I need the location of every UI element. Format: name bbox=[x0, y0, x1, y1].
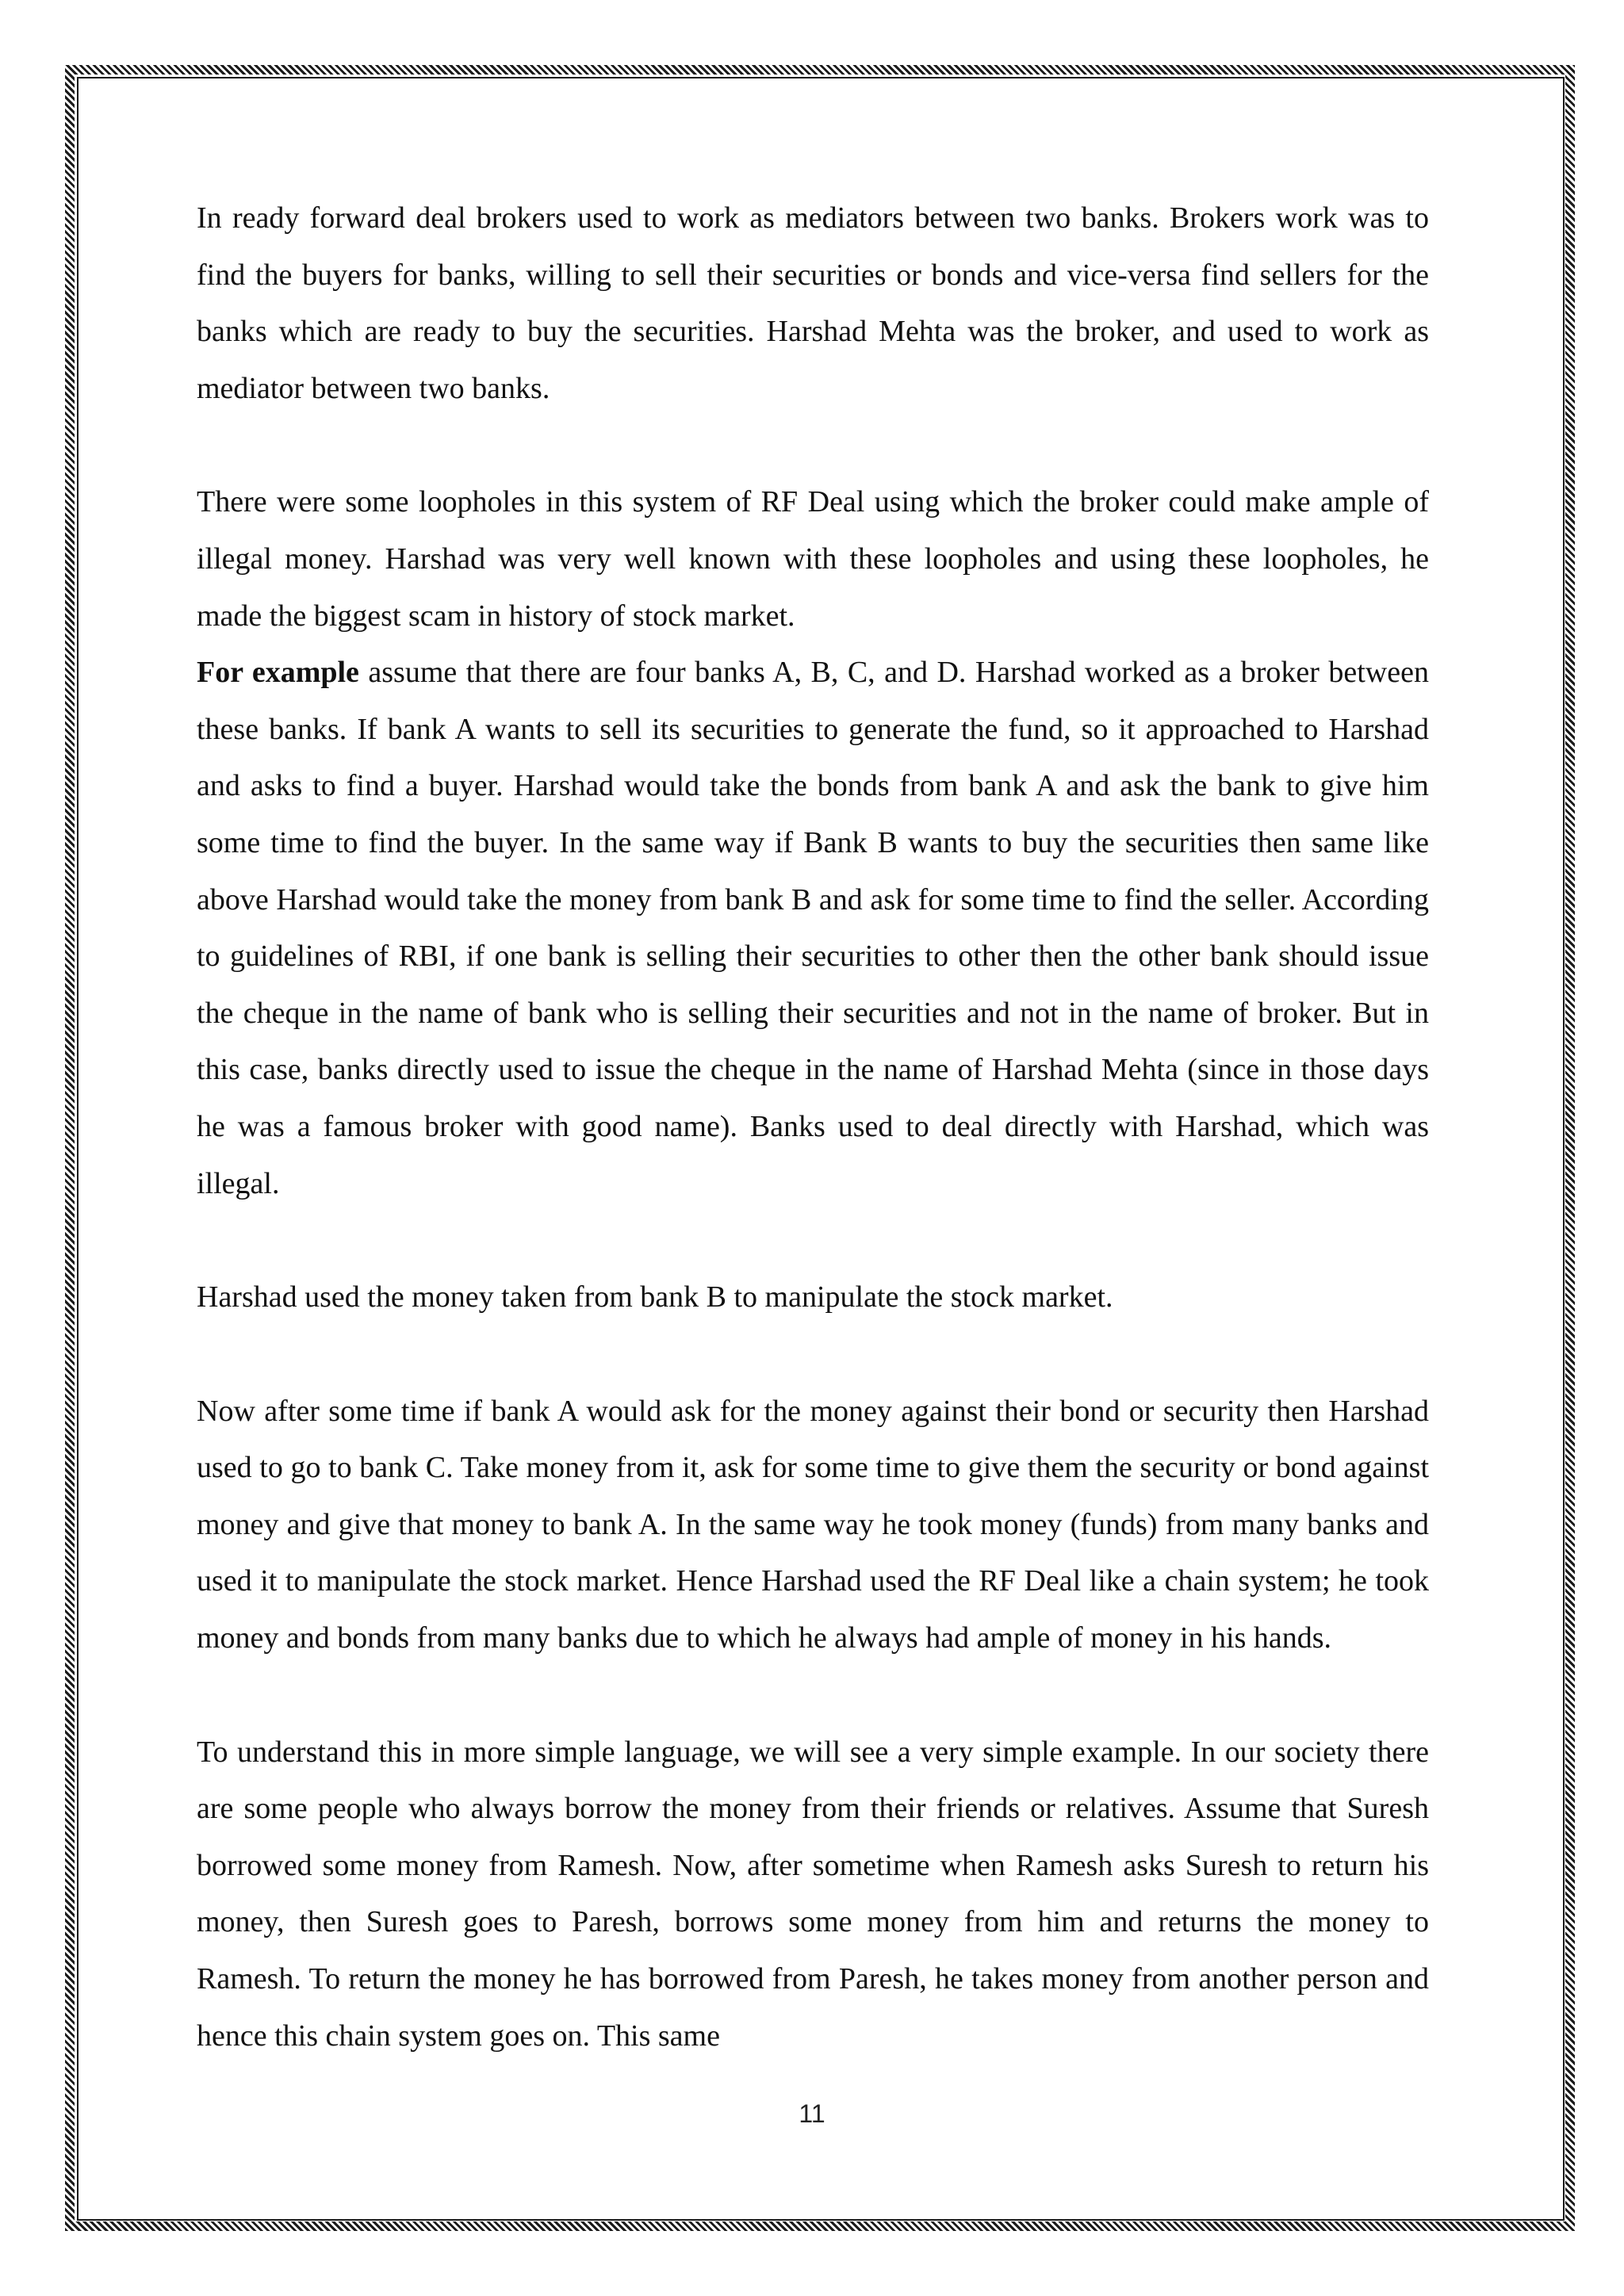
paragraph-spacer bbox=[197, 1667, 1429, 1724]
document-body bbox=[197, 190, 1429, 2064]
example-body-text: assume that there are four banks A, B, C, and D. Harshad worked as a broker between these banks. If bank A wants to sell its securities to generate the fund, so it approached to Harshad and asks to find a buyer. Harshad would take the bonds from bank A and ask the bank to give him some time to find the buyer. In the same way if Bank B wants to buy the securities then same like above Harshad would take the money from bank B and ask for some time to find the seller. According to guidelines of RBI, if one bank is selling their securities to other then the other bank should issue the cheque in the name of bank who is selling their securities and not in the name of broker. But in this case, banks directly used to issue the cheque in the name of Harshad Mehta (since in those days he was a famous broker with good name). Banks used to deal directly with Harshad, which was illegal. bbox=[197, 656, 1429, 1200]
paragraph-loopholes: There were some loopholes in this system of RF Deal using which the broker could make ample of illegal money. Harshad was very well known with these loopholes and using these loopholes, he made the biggest scam in history of stock market. bbox=[197, 485, 1429, 633]
paragraph-example bbox=[197, 645, 1429, 1212]
paragraph-ready-forward-deal: In ready forward deal brokers used to work as mediators between two banks. Brokers work was to find the buyers for banks, willing to sell their securities or bonds and vice-versa find sellers for the banks which are ready to buy the securities. Harshad Mehta was the broker, and used to work as mediator between two banks. bbox=[197, 201, 1429, 405]
paragraph-spacer bbox=[197, 1326, 1429, 1383]
paragraph-manipulate-market: Harshad used the money taken from bank B to manipulate the stock market. bbox=[197, 1280, 1113, 1314]
paragraph-chain-system: Now after some time if bank A would ask for the money against their bond or security then Harshad used to go to bank C. Take money from it, ask for some time to give them the security or bond against money and give that money to bank A. In the same way he took money (funds) from many banks and used it to manipulate the stock market. Hence Harshad used the RF Deal like a chain system; he took money and bonds from many banks due to which he always had ample of money in his hands. bbox=[197, 1394, 1429, 1655]
example-lead-bold: For example bbox=[197, 656, 359, 690]
paragraph-spacer bbox=[197, 1212, 1429, 1269]
paragraph-simple-example: To understand this in more simple language, we will see a very simple example. In our society there are some people who always borrow the money from their friends or relatives. Assume that Suresh borrowed some money from Ramesh. Now, after sometime when Ramesh asks Suresh to return his money, then Suresh goes to Paresh, borrows some money from him and returns the money to Ramesh. To return the money he has borrowed from Paresh, he takes money from another person and hence this chain system goes on. This same bbox=[197, 1735, 1429, 2053]
page-number: 11 bbox=[799, 2099, 825, 2128]
paragraph-spacer bbox=[197, 417, 1429, 474]
